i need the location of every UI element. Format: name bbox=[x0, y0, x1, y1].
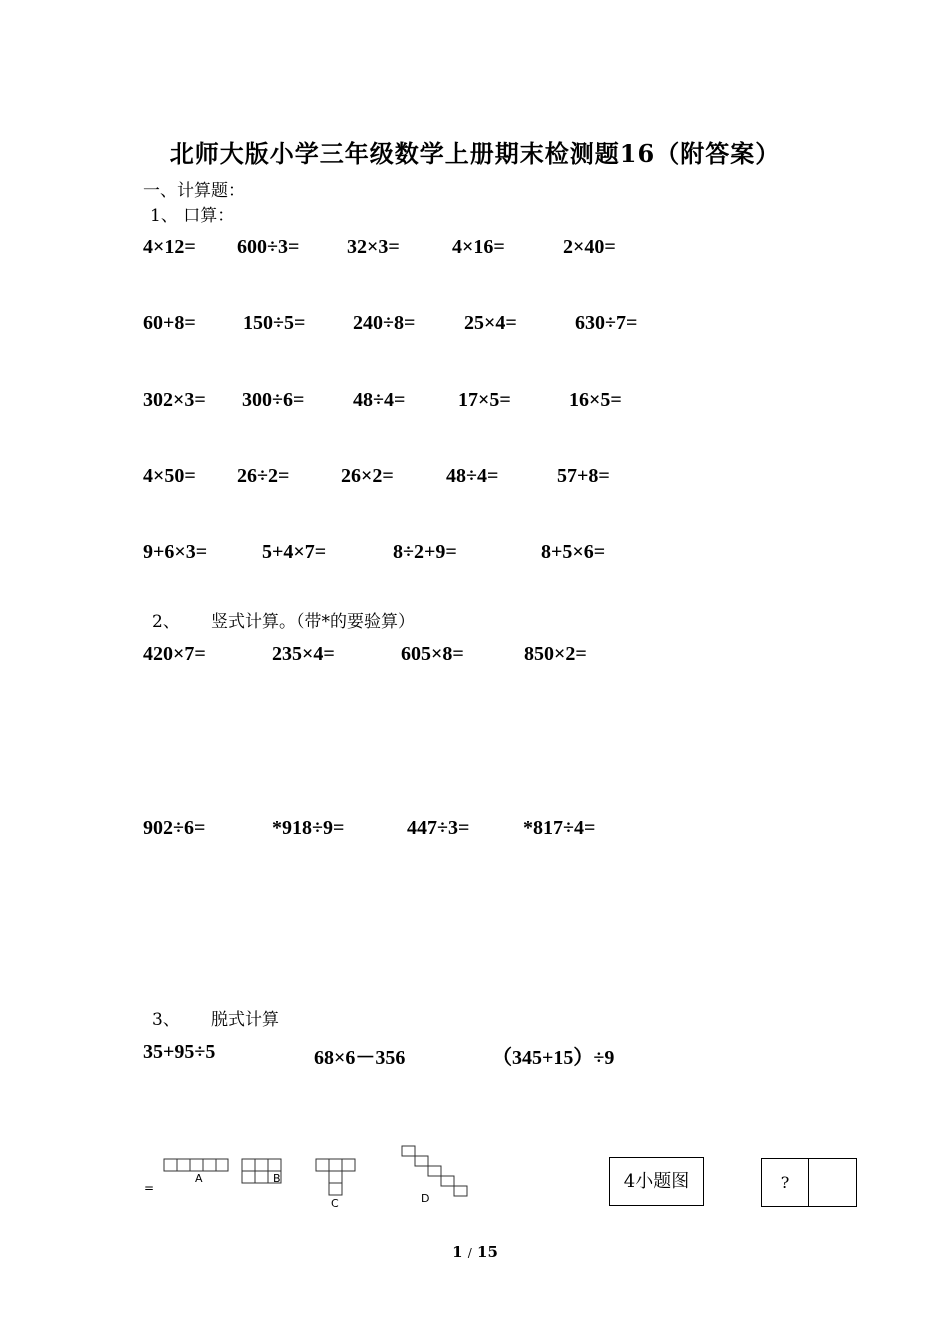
net-figure-c bbox=[316, 1159, 355, 1195]
net-figure-a bbox=[164, 1159, 228, 1171]
part3-label: 脱式计算 bbox=[211, 1010, 279, 1030]
oral-item: 26×2= bbox=[341, 465, 394, 487]
part1-label: 1、 口算： bbox=[150, 206, 235, 226]
page-number bbox=[0, 1243, 950, 1261]
oral-item: 25×4= bbox=[464, 312, 517, 334]
question-mark: ? bbox=[780, 1173, 790, 1192]
step-item: 68×6－356 bbox=[314, 1047, 406, 1069]
step-item: 35+95÷5 bbox=[143, 1041, 216, 1063]
oral-item: 300÷6= bbox=[242, 389, 305, 411]
vertical-item: 850×2= bbox=[524, 643, 587, 665]
vertical-item: *918÷9= bbox=[272, 817, 345, 839]
equals-sign: = bbox=[144, 1181, 155, 1195]
oral-item: 26÷2= bbox=[237, 465, 290, 487]
oral-item: 4×50= bbox=[143, 465, 196, 487]
oral-item: 48÷4= bbox=[446, 465, 499, 487]
oral-item: 302×3= bbox=[143, 389, 206, 411]
figure-label-d: D bbox=[421, 1192, 430, 1205]
oral-item: 4×12= bbox=[143, 236, 196, 258]
oral-item: 17×5= bbox=[458, 389, 511, 411]
part2-label: 竖式计算。（带*的要验算） bbox=[211, 612, 415, 632]
figure-label-a: A bbox=[195, 1172, 203, 1185]
page-title: 北师大版小学三年级数学上册期末检测题16（附答案） bbox=[169, 139, 781, 168]
vertical-item: 447÷3= bbox=[407, 817, 470, 839]
oral-item: 5+4×7= bbox=[262, 541, 327, 563]
oral-item: 4×16= bbox=[452, 236, 505, 258]
figure-caption-box: 4小题图 bbox=[609, 1157, 704, 1206]
box-divider bbox=[808, 1159, 809, 1206]
question-box bbox=[761, 1158, 857, 1207]
oral-item: 60+8= bbox=[143, 312, 196, 334]
section-heading: 一、计算题： bbox=[143, 181, 245, 201]
part3-number: 3、 bbox=[152, 1010, 180, 1030]
oral-item: 8+5×6= bbox=[541, 541, 606, 563]
step-item: （345+15）÷9 bbox=[492, 1047, 615, 1069]
oral-item: 2×40= bbox=[563, 236, 616, 258]
oral-item: 600÷3= bbox=[237, 236, 300, 258]
cube-net-figures bbox=[160, 1140, 480, 1212]
figure-label-c: C bbox=[331, 1197, 339, 1210]
vertical-item: *817÷4= bbox=[523, 817, 596, 839]
oral-item: 150÷5= bbox=[243, 312, 306, 334]
vertical-item: 902÷6= bbox=[143, 817, 206, 839]
oral-item: 8÷2+9= bbox=[393, 541, 457, 563]
total-pages: 15 bbox=[477, 1243, 498, 1261]
oral-item: 57+8= bbox=[557, 465, 610, 487]
part2-number: 2、 bbox=[152, 612, 180, 632]
vertical-item: 605×8= bbox=[401, 643, 464, 665]
oral-item: 48÷4= bbox=[353, 389, 406, 411]
oral-item: 9+6×3= bbox=[143, 541, 208, 563]
oral-item: 630÷7= bbox=[575, 312, 638, 334]
vertical-item: 235×4= bbox=[272, 643, 335, 665]
net-figure-d bbox=[402, 1146, 467, 1196]
oral-item: 16×5= bbox=[569, 389, 622, 411]
vertical-item: 420×7= bbox=[143, 643, 206, 665]
oral-item: 240÷8= bbox=[353, 312, 416, 334]
oral-item: 32×3= bbox=[347, 236, 400, 258]
current-page: 1 bbox=[452, 1243, 463, 1261]
figure-label-b: B bbox=[273, 1172, 281, 1185]
page-separator: / bbox=[467, 1246, 472, 1260]
